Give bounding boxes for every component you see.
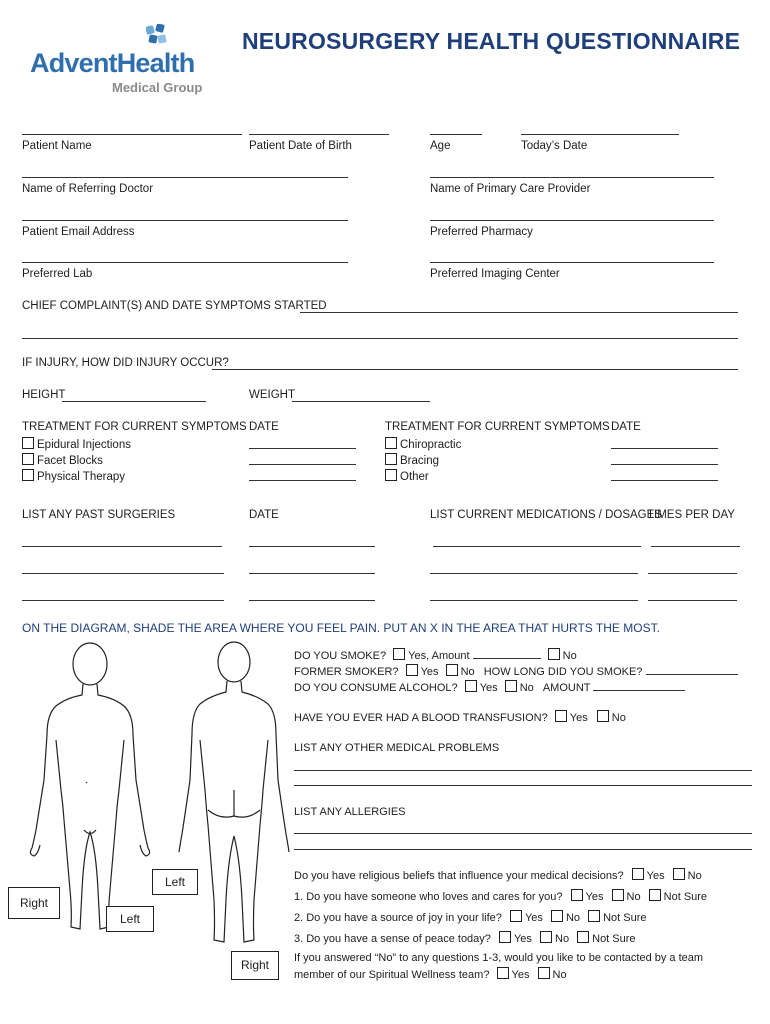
former-yes-checkbox[interactable] <box>406 664 418 676</box>
referring-doctor-label: Name of Referring Doctor <box>22 183 154 195</box>
allergies-label: LIST ANY ALLERGIES <box>294 806 406 818</box>
email-field[interactable] <box>22 220 348 221</box>
age-label: Age <box>430 140 451 152</box>
q3-not-sure-checkbox[interactable] <box>577 931 589 943</box>
times-field-1[interactable] <box>651 546 740 547</box>
diagram-instruction: ON THE DIAGRAM, SHADE THE AREA WHERE YOU FEEL PAIN. PUT AN X IN THE AREA THAT HURTS THE MOST. <box>22 621 660 635</box>
q2-no-checkbox[interactable] <box>551 910 563 922</box>
surgery-field-2[interactable] <box>22 573 224 574</box>
chief-complaint-field[interactable] <box>300 312 738 313</box>
q1-no-label: No <box>626 891 641 903</box>
smoke-no-label: No <box>562 650 577 662</box>
todays-date-label: Today’s Date <box>521 140 588 152</box>
yes-amount-label: Yes, Amount <box>408 650 470 662</box>
back-body-diagram[interactable] <box>160 640 310 960</box>
logo-name-b: Health <box>116 48 195 78</box>
smoke-no-checkbox[interactable] <box>548 648 560 660</box>
alcohol-no-checkbox[interactable] <box>505 680 517 692</box>
weight-field[interactable] <box>292 401 430 402</box>
facet-checkbox-row[interactable] <box>22 453 103 467</box>
times-per-day-label: TIMES PER DAY <box>647 509 735 521</box>
alcohol-amount-label: AMOUNT <box>542 682 591 694</box>
medications-label: LIST CURRENT MEDICATIONS / DOSAGES <box>430 509 662 521</box>
back-right-label: Right <box>231 951 279 980</box>
smoke-yes-checkbox[interactable] <box>393 648 405 660</box>
q1-yes-label: Yes <box>585 891 604 903</box>
religious-yes-label: Yes <box>646 870 665 882</box>
q1-not-sure-checkbox[interactable] <box>649 889 661 901</box>
religious-question: Do you have religious beliefs that influence your medical decisions? <box>294 870 624 882</box>
q1-yes-checkbox[interactable] <box>571 889 583 901</box>
followup-line-b: member of our Spiritual Wellness team? <box>294 969 490 981</box>
religious-yes-checkbox[interactable] <box>632 868 644 880</box>
checkbox[interactable] <box>385 453 397 465</box>
height-field[interactable] <box>62 401 206 402</box>
alcohol-yes-checkbox[interactable] <box>465 680 477 692</box>
treatment-header-right: TREATMENT FOR CURRENT SYMPTOMS <box>385 421 610 433</box>
pt-date-field[interactable] <box>249 480 356 481</box>
transfusion-question: HAVE YOU EVER HAD A BLOOD TRANSFUSION? <box>294 712 548 724</box>
times-field-3[interactable] <box>648 600 737 601</box>
treatment-date-right: DATE <box>611 421 641 433</box>
pt-label: Physical Therapy <box>37 471 125 483</box>
weight-label: WEIGHT <box>249 389 295 401</box>
chief-complaint-label: CHIEF COMPLAINT(S) AND DATE SYMPTOMS STARTED <box>22 300 327 312</box>
surgery-field-1[interactable] <box>22 546 222 547</box>
allergies-field-2[interactable] <box>294 849 752 850</box>
email-label: Patient Email Address <box>22 226 135 238</box>
other-date-field[interactable] <box>611 480 718 481</box>
how-long-label: HOW LONG DID YOU SMOKE? <box>483 666 643 678</box>
bracing-label: Bracing <box>400 455 439 467</box>
q2-yes-checkbox[interactable] <box>510 910 522 922</box>
checkbox[interactable] <box>22 453 34 465</box>
alcohol-yes-label: Yes <box>479 682 498 694</box>
q3-no-label: No <box>555 933 570 945</box>
lab-label: Preferred Lab <box>22 268 93 280</box>
q3-no-checkbox[interactable] <box>540 931 552 943</box>
alcohol-question: DO YOU CONSUME ALCOHOL? <box>294 682 458 694</box>
injury-label: IF INJURY, HOW DID INJURY OCCUR? <box>22 357 229 369</box>
how-long-field[interactable] <box>646 674 738 675</box>
height-label: HEIGHT <box>22 389 66 401</box>
former-smoker-question: FORMER SMOKER? <box>294 666 399 678</box>
referring-doctor-field[interactable] <box>22 177 348 178</box>
primary-care-field[interactable] <box>430 177 714 178</box>
facet-label: Facet Blocks <box>37 455 103 467</box>
past-surgeries-label: LIST ANY PAST SURGERIES <box>22 509 176 521</box>
q3-question: 3. Do you have a sense of peace today? <box>294 933 491 945</box>
epidural-label: Epidural Injections <box>37 439 131 451</box>
back-left-label: Left <box>106 906 154 932</box>
patient-name-field[interactable] <box>22 134 242 135</box>
religious-row <box>294 868 702 882</box>
front-right-label: Right <box>8 887 60 919</box>
medical-problems-field-2[interactable] <box>294 785 752 786</box>
smoke-row <box>294 648 577 662</box>
followup-no-label: No <box>552 969 567 981</box>
other-checkbox-row[interactable] <box>385 469 429 483</box>
q1-no-checkbox[interactable] <box>612 889 624 901</box>
imaging-label: Preferred Imaging Center <box>430 268 560 280</box>
alcohol-row <box>294 680 685 694</box>
allergies-field-1[interactable] <box>294 833 752 834</box>
chiro-label: Chiropractic <box>400 439 462 451</box>
medication-field-3[interactable] <box>430 600 638 601</box>
surgery-field-3[interactable] <box>22 600 224 601</box>
religious-no-checkbox[interactable] <box>673 868 685 880</box>
medical-problems-label: LIST ANY OTHER MEDICAL PROBLEMS <box>294 742 500 754</box>
alcohol-amount-field[interactable] <box>593 690 685 691</box>
q2-no-label: No <box>565 912 581 924</box>
surgery-date-field-2[interactable] <box>249 573 375 574</box>
chiro-date-field[interactable] <box>611 448 718 449</box>
bracing-checkbox-row[interactable] <box>385 453 439 467</box>
epidural-checkbox-row[interactable] <box>22 437 131 451</box>
imaging-field[interactable] <box>430 262 714 263</box>
former-no-label: No <box>460 666 475 678</box>
lab-field[interactable] <box>22 262 348 263</box>
todays-date-field[interactable] <box>521 134 679 135</box>
front-left-label: Left <box>152 869 198 895</box>
chief-complaint-field-2[interactable] <box>22 338 738 339</box>
medical-problems-field-1[interactable] <box>294 770 752 771</box>
q1-question: 1. Do you have someone who loves and cares for you? <box>294 891 563 903</box>
facet-date-field[interactable] <box>249 464 356 465</box>
primary-care-label: Name of Primary Care Provider <box>430 183 591 195</box>
q2-not-sure-checkbox[interactable] <box>588 910 600 922</box>
alcohol-no-label: No <box>519 682 534 694</box>
followup-yes-label: Yes <box>511 969 530 981</box>
q1-not-sure-label: Not Sure <box>663 891 708 903</box>
age-field[interactable] <box>430 134 482 135</box>
pharmacy-field[interactable] <box>430 220 714 221</box>
logo-mark-icon <box>146 24 168 46</box>
smoke-question: DO YOU SMOKE? <box>294 650 387 662</box>
injury-field[interactable] <box>212 369 738 370</box>
smoke-amount-field[interactable] <box>473 658 541 659</box>
advent-health-logo <box>30 24 220 96</box>
q2-not-sure-label: Not Sure <box>603 912 647 924</box>
q3-row <box>294 931 636 945</box>
q1-row <box>294 889 707 903</box>
q2-yes-label: Yes <box>524 912 543 924</box>
transfusion-no-label: No <box>611 712 626 724</box>
page-title: NEUROSURGERY HEALTH QUESTIONNAIRE <box>242 28 741 54</box>
q3-not-sure-label: Not Sure <box>592 933 636 945</box>
treatment-header-left: TREATMENT FOR CURRENT SYMPTOMS <box>22 421 247 433</box>
transfusion-yes-label: Yes <box>569 712 588 724</box>
former-no-checkbox[interactable] <box>446 664 458 676</box>
surgery-date-field-3[interactable] <box>249 600 375 601</box>
checkbox[interactable] <box>22 437 34 449</box>
surgery-date-field-1[interactable] <box>249 546 375 547</box>
dob-field[interactable] <box>249 134 389 135</box>
checkbox[interactable] <box>385 469 397 481</box>
logo-subtitle: Medical Group <box>112 80 203 95</box>
former-yes-label: Yes <box>420 666 439 678</box>
pt-checkbox-row[interactable] <box>22 469 125 483</box>
epidural-date-field[interactable] <box>249 448 356 449</box>
surgery-date-label: DATE <box>249 509 279 521</box>
pharmacy-label: Preferred Pharmacy <box>430 226 533 238</box>
former-smoker-row <box>294 664 738 678</box>
medication-field-2[interactable] <box>430 573 638 574</box>
followup-yes-checkbox[interactable] <box>497 967 509 979</box>
transfusion-row <box>294 710 626 724</box>
q2-row <box>294 910 647 924</box>
logo-wordmark <box>30 48 194 79</box>
patient-name-label: Patient Name <box>22 140 92 152</box>
logo-name-a: Advent <box>30 48 117 78</box>
other-label: Other <box>400 471 429 483</box>
bracing-date-field[interactable] <box>611 464 718 465</box>
religious-no-label: No <box>687 870 702 882</box>
followup-row <box>294 967 567 981</box>
chiro-checkbox-row[interactable] <box>385 437 461 451</box>
q2-question: 2. Do you have a source of joy in your life? <box>294 912 502 924</box>
transfusion-no-checkbox[interactable] <box>597 710 609 722</box>
medication-field-1[interactable] <box>433 546 641 547</box>
followup-no-checkbox[interactable] <box>538 967 550 979</box>
transfusion-yes-checkbox[interactable] <box>555 710 567 722</box>
q3-yes-label: Yes <box>513 933 532 945</box>
checkbox[interactable] <box>22 469 34 481</box>
treatment-date-left: DATE <box>249 421 279 433</box>
checkbox[interactable] <box>385 437 397 449</box>
dob-label: Patient Date of Birth <box>249 140 352 152</box>
followup-line-a: If you answered “No” to any questions 1-3, would you like to be contacted by a team <box>294 952 704 964</box>
times-field-2[interactable] <box>648 573 737 574</box>
q3-yes-checkbox[interactable] <box>499 931 511 943</box>
